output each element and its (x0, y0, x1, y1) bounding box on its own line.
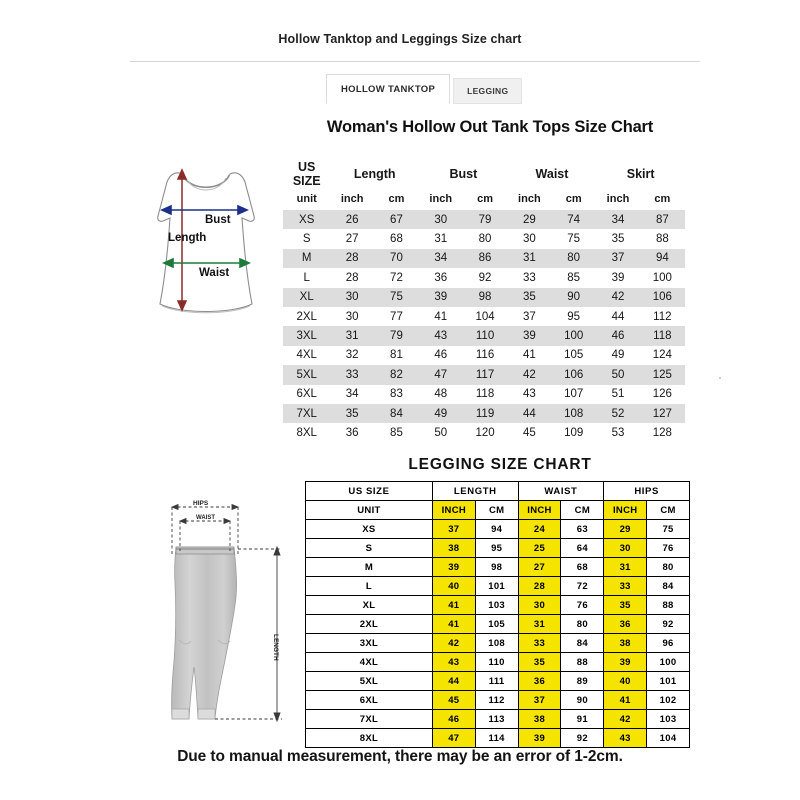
tank-top-illustration (146, 158, 266, 328)
tank-row-value: 90 (551, 288, 596, 307)
legging-row-value: 25 (518, 539, 561, 558)
tank-size-table (283, 160, 685, 443)
tank-row-value: 106 (640, 288, 685, 307)
legging-row-value: 98 (475, 558, 518, 577)
legging-label-waist: WAIST (196, 515, 215, 521)
legging-row-value: 101 (475, 577, 518, 596)
legging-row-size: 3XL (306, 634, 433, 653)
legging-row-value: 31 (518, 615, 561, 634)
legging-row-value: 40 (432, 577, 475, 596)
tank-row-value: 51 (596, 385, 639, 404)
legging-row-size: XL (306, 596, 433, 615)
tank-row-value: 44 (508, 404, 551, 423)
legging-row-value: 94 (475, 520, 518, 539)
tank-row-value: 127 (640, 404, 685, 423)
tank-row-value: 70 (374, 249, 419, 268)
legging-unit-1: INCH (432, 501, 475, 520)
legging-row-value: 42 (604, 710, 647, 729)
legging-group-us-size: US SIZE (306, 482, 433, 501)
tank-group-length: Length (353, 167, 396, 181)
tank-row-value: 109 (551, 423, 596, 442)
legging-row-value: 72 (561, 577, 604, 596)
legging-row-size: 2XL (306, 615, 433, 634)
tank-row-value: 29 (508, 210, 551, 229)
legging-unit-3: INCH (518, 501, 561, 520)
tank-table-row (283, 385, 685, 404)
legging-row-value: 33 (518, 634, 561, 653)
tank-row-value: 35 (330, 404, 373, 423)
legging-unit-4: CM (561, 501, 604, 520)
legging-row-value: 80 (561, 615, 604, 634)
legging-row-value: 110 (475, 653, 518, 672)
tab-bar (326, 74, 522, 104)
legging-table-row (306, 729, 690, 748)
tank-unit-header-row (283, 188, 685, 210)
tank-row-value: 34 (596, 210, 639, 229)
tank-row-value: 80 (462, 229, 507, 248)
tank-row-value: 79 (462, 210, 507, 229)
tank-row-size: S (283, 229, 330, 248)
tank-row-size: 3XL (283, 326, 330, 345)
tank-row-value: 31 (419, 229, 462, 248)
tank-table-row (283, 404, 685, 423)
tank-row-value: 82 (374, 365, 419, 384)
tab-legging[interactable]: LEGGING (453, 78, 522, 104)
tank-row-value: 75 (551, 229, 596, 248)
legging-row-value: 75 (647, 520, 690, 539)
legging-label-length: LENGTH (272, 634, 279, 661)
tank-unit-7: inch (606, 193, 630, 205)
legging-row-value: 36 (604, 615, 647, 634)
tank-row-value: 39 (596, 268, 639, 287)
tank-row-size: 4XL (283, 346, 330, 365)
tank-row-value: 44 (596, 307, 639, 326)
legging-illustration (146, 495, 296, 740)
legging-table-row (306, 596, 690, 615)
tank-row-size: L (283, 268, 330, 287)
legging-row-value: 30 (518, 596, 561, 615)
tank-row-value: 50 (419, 423, 462, 442)
legging-row-value: 43 (604, 729, 647, 748)
legging-table-row (306, 615, 690, 634)
legging-row-size: L (306, 577, 433, 596)
tank-row-value: 94 (640, 249, 685, 268)
legging-group-waist: WAIST (518, 482, 604, 501)
tank-row-size: 2XL (283, 307, 330, 326)
legging-row-value: 88 (561, 653, 604, 672)
legging-size-table (305, 481, 690, 748)
tank-row-value: 47 (419, 365, 462, 384)
tank-row-value: 106 (551, 365, 596, 384)
legging-row-value: 114 (475, 729, 518, 748)
legging-row-value: 36 (518, 672, 561, 691)
tank-row-value: 30 (330, 307, 373, 326)
tank-row-value: 85 (551, 268, 596, 287)
legging-row-size: 6XL (306, 691, 433, 710)
tank-row-value: 120 (462, 423, 507, 442)
legging-unit-2: CM (475, 501, 518, 520)
legging-row-value: 90 (561, 691, 604, 710)
legging-row-value: 39 (518, 729, 561, 748)
tank-row-value: 28 (330, 249, 373, 268)
tank-label-bust: Bust (205, 214, 231, 226)
tank-row-value: 100 (640, 268, 685, 287)
legging-row-value: 29 (604, 520, 647, 539)
tank-row-value: 68 (374, 229, 419, 248)
tank-row-value: 117 (462, 365, 507, 384)
tank-row-value: 80 (551, 249, 596, 268)
tank-row-value: 41 (508, 346, 551, 365)
legging-table-row (306, 710, 690, 729)
legging-row-value: 38 (604, 634, 647, 653)
legging-table-row (306, 653, 690, 672)
tank-row-value: 75 (374, 288, 419, 307)
legging-row-value: 46 (432, 710, 475, 729)
legging-row-value: 80 (647, 558, 690, 577)
tank-unit-4: cm (477, 193, 493, 205)
legging-row-value: 63 (561, 520, 604, 539)
legging-row-size: 8XL (306, 729, 433, 748)
legging-row-value: 47 (432, 729, 475, 748)
legging-row-value: 96 (647, 634, 690, 653)
tank-row-value: 37 (596, 249, 639, 268)
tank-table-row (283, 365, 685, 384)
tank-row-value: 37 (508, 307, 551, 326)
tank-table-row (283, 210, 685, 229)
tank-group-header-row (283, 160, 685, 188)
tank-table-row (283, 249, 685, 268)
header-divider (130, 61, 700, 62)
tank-row-value: 74 (551, 210, 596, 229)
legging-row-value: 105 (475, 615, 518, 634)
legging-row-value: 31 (604, 558, 647, 577)
legging-row-value: 95 (475, 539, 518, 558)
tank-row-value: 107 (551, 385, 596, 404)
tank-row-value: 53 (596, 423, 639, 442)
legging-row-value: 108 (475, 634, 518, 653)
page-title: Hollow Tanktop and Leggings Size chart (278, 32, 522, 46)
legging-row-value: 103 (475, 596, 518, 615)
tank-unit-6: cm (565, 193, 582, 205)
legging-row-value: 44 (432, 672, 475, 691)
legging-row-value: 42 (432, 634, 475, 653)
tank-row-size: 6XL (283, 385, 330, 404)
legging-table-row (306, 691, 690, 710)
tank-row-value: 33 (330, 365, 373, 384)
legging-row-value: 27 (518, 558, 561, 577)
tank-table-row (283, 268, 685, 287)
legging-row-value: 88 (647, 596, 690, 615)
tank-row-value: 39 (419, 288, 462, 307)
tank-row-value: 49 (596, 346, 639, 365)
legging-row-value: 38 (432, 539, 475, 558)
legging-group-header-row (306, 482, 690, 501)
tank-row-value: 77 (374, 307, 419, 326)
legging-table-row (306, 634, 690, 653)
tank-row-value: 46 (419, 346, 462, 365)
legging-row-value: 92 (647, 615, 690, 634)
tank-group-waist: Waist (535, 167, 569, 181)
tank-row-value: 35 (596, 229, 639, 248)
tank-row-size: XL (283, 288, 330, 307)
tank-row-value: 45 (508, 423, 551, 442)
tank-unit-0: unit (296, 193, 317, 205)
tank-unit-3: inch (429, 193, 453, 205)
tank-row-value: 31 (330, 326, 373, 345)
legging-row-size: 5XL (306, 672, 433, 691)
tank-row-value: 42 (596, 288, 639, 307)
tank-row-value: 30 (419, 210, 462, 229)
legging-row-value: 100 (647, 653, 690, 672)
tank-row-size: M (283, 249, 330, 268)
legging-unit-6: CM (647, 501, 690, 520)
tank-row-value: 126 (640, 385, 685, 404)
legging-row-value: 40 (604, 672, 647, 691)
tank-row-value: 92 (462, 268, 507, 287)
tank-row-value: 48 (419, 385, 462, 404)
tank-table-row (283, 326, 685, 345)
legging-row-value: 112 (475, 691, 518, 710)
tank-row-value: 119 (462, 404, 507, 423)
legging-row-value: 41 (604, 691, 647, 710)
legging-row-value: 24 (518, 520, 561, 539)
legging-row-value: 103 (647, 710, 690, 729)
tank-row-value: 124 (640, 346, 685, 365)
legging-group-hips: HIPS (604, 482, 690, 501)
tank-group-bust: Bust (449, 167, 478, 181)
tank-row-value: 27 (330, 229, 373, 248)
legging-row-size: 4XL (306, 653, 433, 672)
tank-row-value: 85 (374, 423, 419, 442)
tank-row-value: 32 (330, 346, 373, 365)
tank-row-value: 88 (640, 229, 685, 248)
tank-table-row (283, 423, 685, 442)
tank-row-value: 42 (508, 365, 551, 384)
legging-row-size: M (306, 558, 433, 577)
legging-row-value: 37 (432, 520, 475, 539)
tank-table-row (283, 229, 685, 248)
tank-row-size: 8XL (283, 423, 330, 442)
legging-row-size: XS (306, 520, 433, 539)
legging-row-value: 76 (647, 539, 690, 558)
tank-row-value: 72 (374, 268, 419, 287)
tank-unit-2: cm (388, 193, 405, 205)
tank-row-value: 95 (551, 307, 596, 326)
tank-table-body (283, 210, 685, 443)
tank-row-value: 81 (374, 346, 419, 365)
legging-row-value: 37 (518, 691, 561, 710)
tank-table-row (283, 288, 685, 307)
tank-row-value: 83 (374, 385, 419, 404)
legging-row-value: 39 (432, 558, 475, 577)
legging-row-value: 84 (561, 634, 604, 653)
legging-table-body (306, 520, 690, 748)
tank-row-value: 110 (462, 326, 507, 345)
legging-row-value: 84 (647, 577, 690, 596)
tank-group-us-size: US SIZE (292, 160, 321, 188)
tank-row-value: 41 (419, 307, 462, 326)
legging-row-value: 43 (432, 653, 475, 672)
tank-row-value: 79 (374, 326, 419, 345)
tank-row-size: XS (283, 210, 330, 229)
legging-table-row (306, 539, 690, 558)
legging-unit-0: UNIT (306, 501, 433, 520)
legging-row-value: 39 (604, 653, 647, 672)
legging-row-value: 30 (604, 539, 647, 558)
tank-row-value: 105 (551, 346, 596, 365)
tab-hollow-tanktop[interactable]: HOLLOW TANKTOP (326, 74, 450, 104)
legging-row-value: 68 (561, 558, 604, 577)
legging-row-value: 35 (604, 596, 647, 615)
legging-row-value: 76 (561, 596, 604, 615)
legging-row-value: 41 (432, 596, 475, 615)
tank-unit-5: inch (518, 193, 541, 205)
legging-chart-title: LEGGING SIZE CHART (408, 456, 592, 473)
legging-unit-5: INCH (604, 501, 647, 520)
legging-row-value: 111 (475, 672, 518, 691)
tank-row-value: 125 (640, 365, 685, 384)
tank-row-value: 43 (508, 385, 551, 404)
legging-table-row (306, 520, 690, 539)
legging-row-value: 33 (604, 577, 647, 596)
legging-label-hips: HIPS (193, 500, 209, 507)
legging-row-value: 28 (518, 577, 561, 596)
legging-row-value: 102 (647, 691, 690, 710)
tank-row-value: 112 (640, 307, 685, 326)
tank-row-value: 104 (462, 307, 507, 326)
tank-row-value: 34 (330, 385, 373, 404)
tank-table-row (283, 307, 685, 326)
tank-row-value: 52 (596, 404, 639, 423)
legging-row-value: 38 (518, 710, 561, 729)
tank-row-value: 28 (330, 268, 373, 287)
tank-row-value: 118 (462, 385, 507, 404)
legging-table-row (306, 558, 690, 577)
tank-row-value: 67 (374, 210, 419, 229)
tank-row-size: 5XL (283, 365, 330, 384)
legging-table-row (306, 672, 690, 691)
tank-row-value: 50 (596, 365, 639, 384)
legging-row-value: 91 (561, 710, 604, 729)
legging-row-value: 101 (647, 672, 690, 691)
tank-row-value: 36 (419, 268, 462, 287)
tank-row-value: 86 (462, 249, 507, 268)
tank-table-row (283, 346, 685, 365)
tank-row-value: 30 (330, 288, 373, 307)
tank-row-size: 7XL (283, 404, 330, 423)
tank-row-value: 87 (640, 210, 685, 229)
tank-label-waist: Waist (199, 267, 230, 279)
legging-row-value: 113 (475, 710, 518, 729)
legging-row-value: 45 (432, 691, 475, 710)
tank-row-value: 43 (419, 326, 462, 345)
legging-row-value: 35 (518, 653, 561, 672)
legging-row-size: S (306, 539, 433, 558)
tank-row-value: 100 (551, 326, 596, 345)
legging-row-value: 41 (432, 615, 475, 634)
tank-row-value: 30 (508, 229, 551, 248)
tank-row-value: 34 (419, 249, 462, 268)
tank-row-value: 46 (596, 326, 639, 345)
tank-row-value: 118 (640, 326, 685, 345)
legging-row-value: 104 (647, 729, 690, 748)
tank-chart-title: Woman's Hollow Out Tank Tops Size Chart (326, 118, 654, 136)
legging-group-length: LENGTH (432, 482, 518, 501)
tank-unit-8: cm (654, 193, 671, 205)
legging-row-value: 64 (561, 539, 604, 558)
tank-row-value: 31 (508, 249, 551, 268)
tank-row-value: 26 (330, 210, 373, 229)
legging-row-size: 7XL (306, 710, 433, 729)
tank-row-value: 33 (508, 268, 551, 287)
page-header (0, 32, 800, 46)
tank-label-length: Length (168, 232, 207, 244)
page-artifact-dot (719, 377, 721, 379)
tank-row-value: 108 (551, 404, 596, 423)
tank-row-value: 98 (462, 288, 507, 307)
tank-group-skirt: Skirt (626, 167, 655, 181)
tank-row-value: 84 (374, 404, 419, 423)
legging-row-value: 89 (561, 672, 604, 691)
legging-table-row (306, 577, 690, 596)
tank-row-value: 35 (508, 288, 551, 307)
tank-row-value: 49 (419, 404, 462, 423)
tank-row-value: 116 (462, 346, 507, 365)
tank-row-value: 39 (508, 326, 551, 345)
legging-unit-header-row (306, 501, 690, 520)
tank-row-value: 36 (330, 423, 373, 442)
tank-unit-1: inch (340, 193, 364, 205)
measurement-disclaimer: Due to manual measurement, there may be an error of 1-2cm. (177, 748, 623, 765)
tank-row-value: 128 (640, 423, 685, 442)
legging-row-value: 92 (561, 729, 604, 748)
